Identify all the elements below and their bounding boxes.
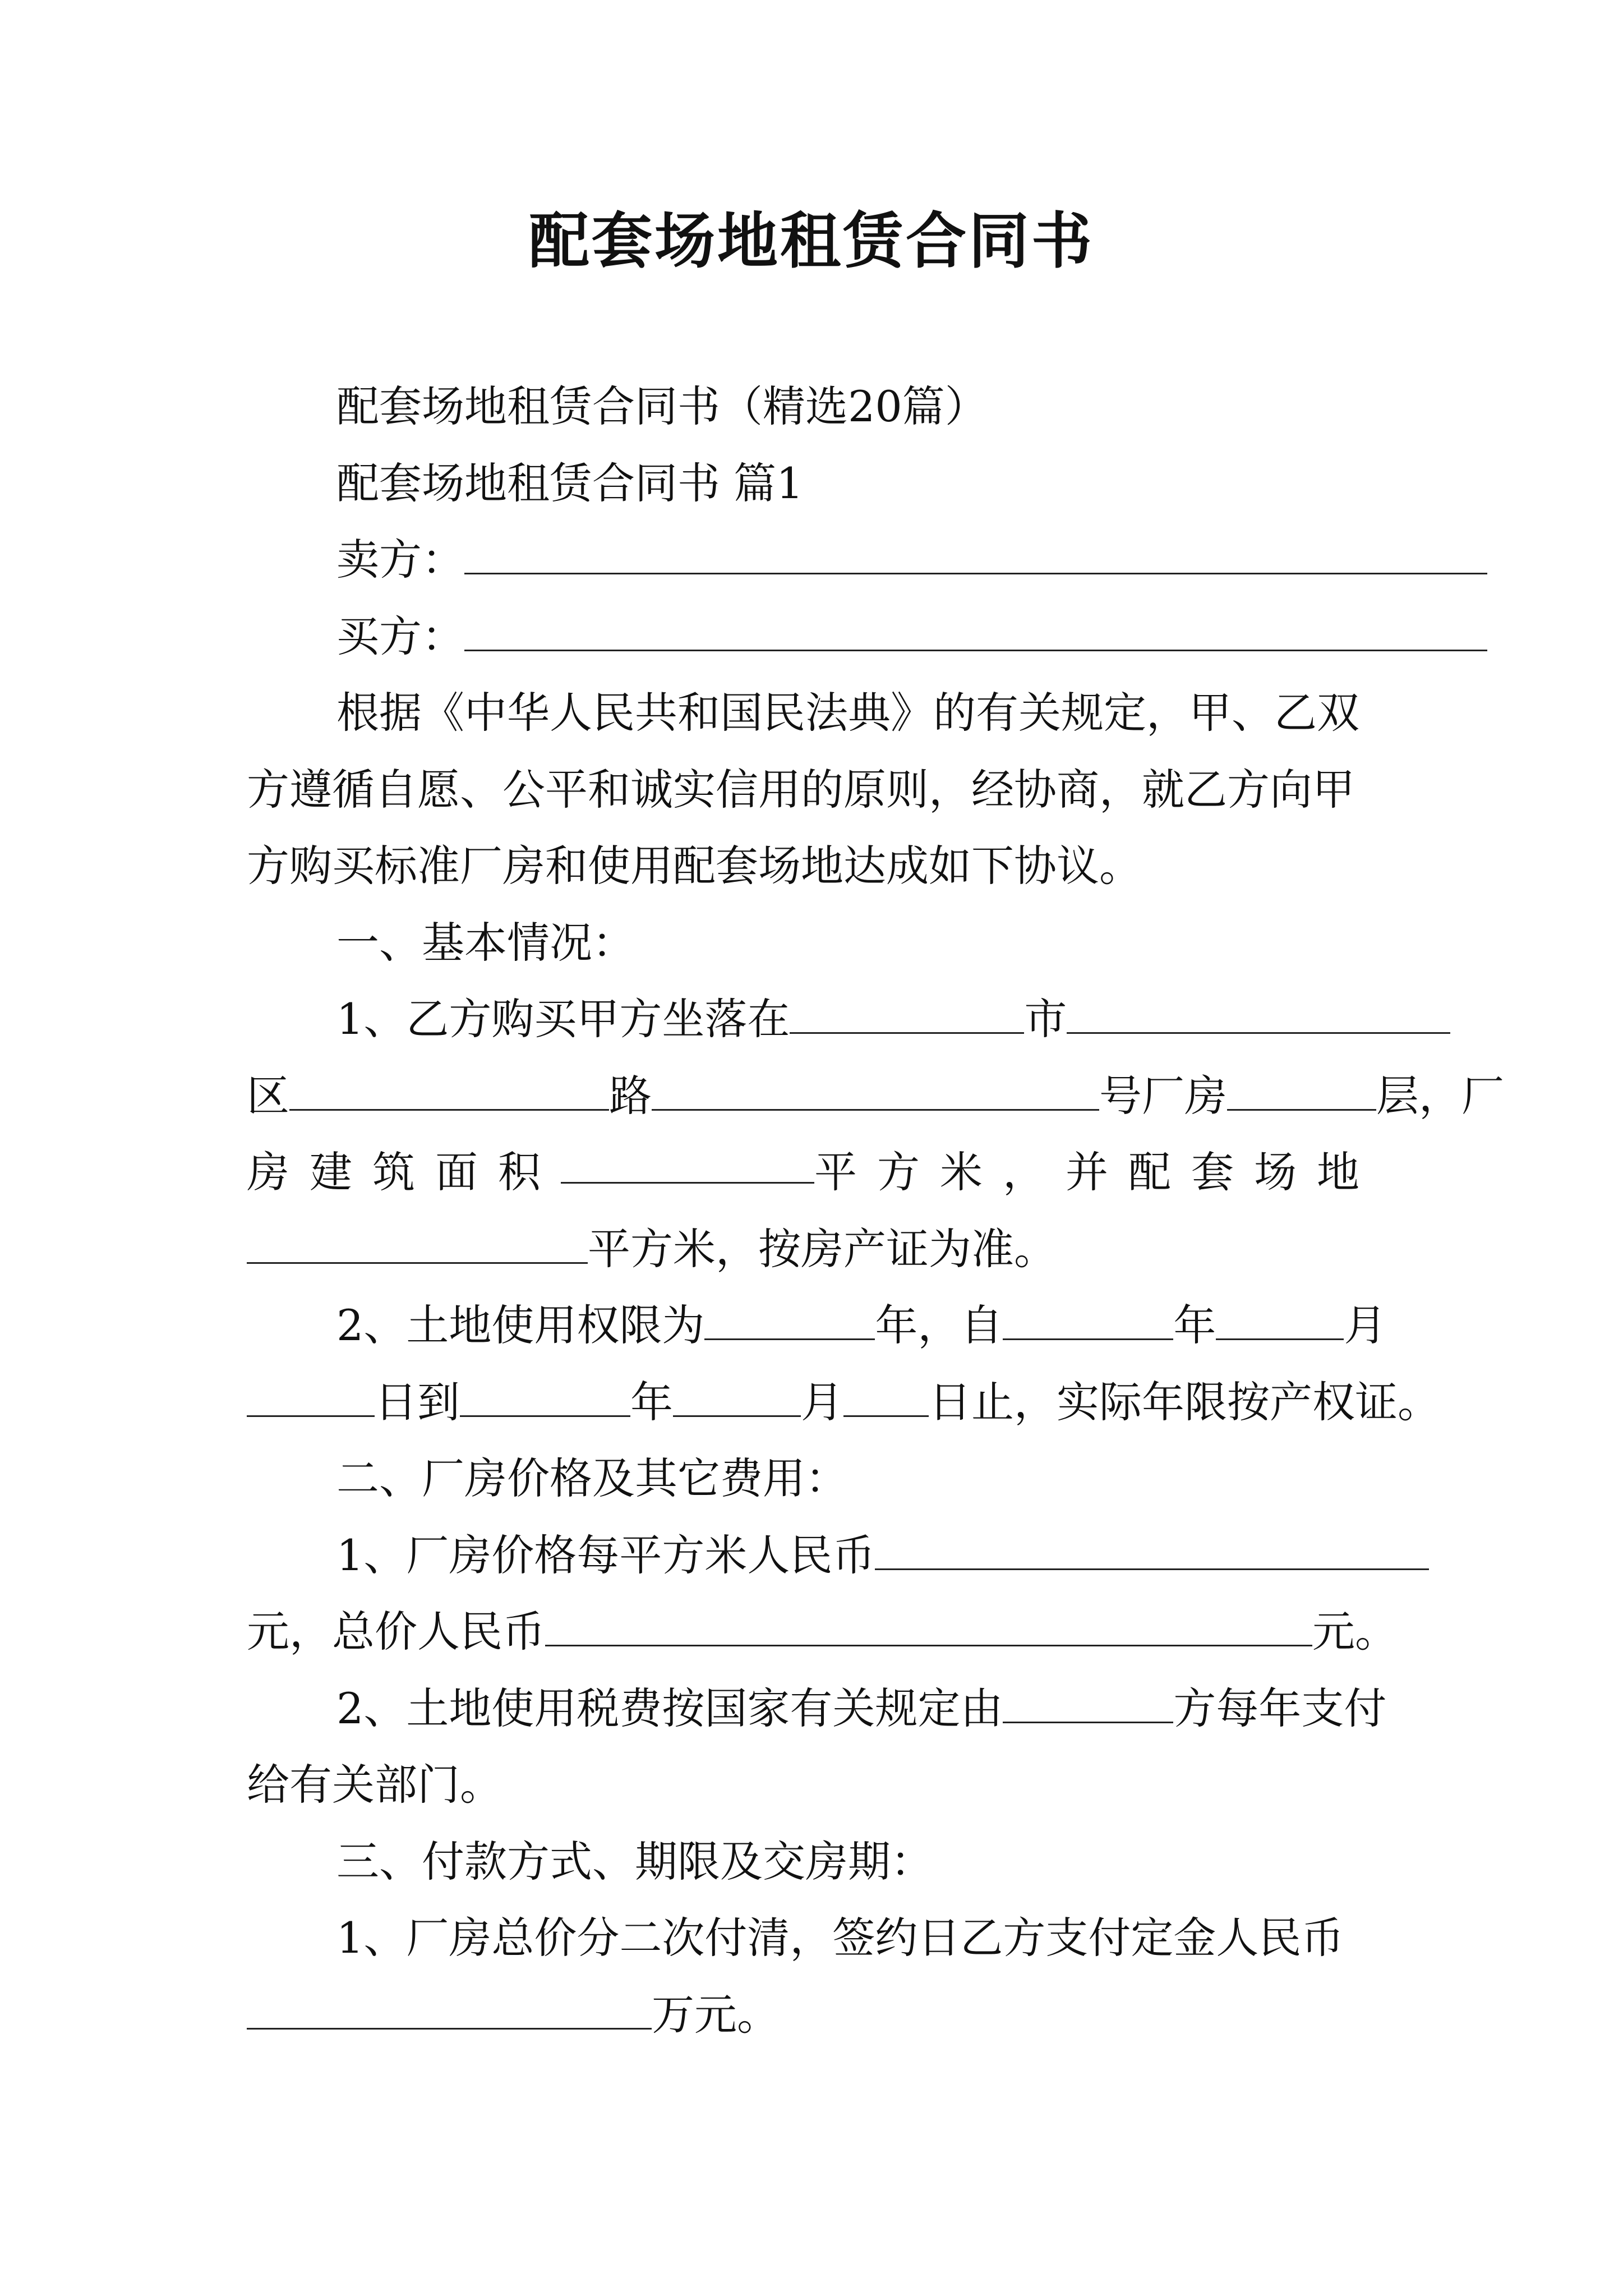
fill-in-blank [247,1987,652,2030]
line-text: 元，总价人民币 [247,1607,545,1657]
line-text: 年 [630,1377,673,1427]
fill-in-blank [652,1069,1099,1111]
fill-in-blank [464,532,1487,574]
line-text: 一、基本情况： [336,917,635,968]
line-content [247,1065,1504,1127]
fill-in-blank [875,1528,1429,1570]
line-content [336,1448,848,1510]
fill-in-blank [673,1375,801,1417]
fill-in-blank [1067,992,1450,1034]
line-content [336,1831,933,1893]
line-content [336,1525,1429,1586]
line-text: 号厂房 [1099,1070,1227,1121]
line-content [336,529,1487,591]
line-text: 1、厂房总价分二次付清，签约日乙方支付定金人民币 [336,1913,1344,1963]
line-text: 市 [1024,994,1067,1044]
fill-in-blank [247,1222,588,1264]
line-text: 给有关部门。 [247,1760,502,1810]
line-content [336,682,1359,744]
line-text: 年 [1173,1300,1216,1350]
line-content [247,1142,1380,1203]
line-text: 二、厂房价格及其它费用： [336,1453,848,1503]
document-title: 配套场地租赁合同书 [528,206,1094,277]
line-text: 1、厂房价格每平方米人民币 [336,1530,875,1580]
fill-in-blank [289,1069,609,1111]
line-content [336,376,988,438]
fill-in-blank [790,992,1024,1034]
line-text: 万元。 [652,1989,780,2040]
line-content [247,1218,1057,1280]
line-content [336,912,635,974]
fill-in-blank [464,609,1487,651]
line-text: 方每年支付 [1173,1683,1387,1733]
fill-in-blank [247,1375,375,1417]
fill-in-blank [843,1375,929,1417]
line-text: 配套场地租赁合同书（精选20篇） [336,381,988,431]
line-content [336,606,1487,668]
line-content [336,1907,1344,1969]
line-text: 方购买标准厂房和使用配套场地达成如下协议。 [247,841,1142,891]
fill-in-blank [460,1375,630,1417]
fill-in-blank [1227,1069,1376,1111]
line-content [247,1601,1398,1663]
line-text: 月 [801,1377,843,1427]
line-text: 买方： [336,611,464,661]
line-text: 日止，实际年限按产权证。 [929,1377,1440,1427]
line-text: 卖方： [336,535,464,585]
line-content [247,759,1355,821]
line-content [247,835,1142,897]
line-text: 层，厂 [1376,1070,1504,1121]
fill-in-blank [1003,1298,1173,1340]
line-text: 根据《中华人民共和国民法典》的有关规定，甲、乙双 [336,688,1359,738]
fill-in-blank [1216,1298,1344,1340]
line-text: 年，自 [875,1300,1003,1350]
line-text: 1、乙方购买甲方坐落在 [336,994,790,1044]
line-content [247,1372,1440,1433]
line-text: 月 [1344,1300,1387,1350]
line-text: 元。 [1312,1607,1398,1657]
line-text: 平方米，按房产证为准。 [588,1223,1057,1274]
line-text: 2、土地使用税费按国家有关规定由 [336,1683,1003,1733]
fill-in-blank [1003,1681,1173,1723]
fill-in-blank [561,1142,814,1184]
line-text: 区 [247,1070,289,1121]
fill-in-blank [545,1604,1312,1646]
line-content [336,1678,1386,1740]
line-text: 方遵循自愿、公平和诚实信用的原则，经协商，就乙方向甲 [247,764,1355,815]
line-text: 三、付款方式、期限及交房期： [336,1836,933,1887]
line-content [336,1295,1386,1356]
line-content [336,453,804,514]
line-text: 房建筑面积 [247,1147,561,1197]
line-content [247,1754,502,1816]
line-content [247,1984,780,2046]
fill-in-blank [704,1298,875,1340]
line-text: 日到 [375,1377,460,1427]
line-content [336,988,1450,1050]
line-text: 路 [609,1070,652,1121]
line-text: 平方米，并配套场地 [814,1147,1380,1197]
line-text: 配套场地租赁合同书 篇1 [336,458,804,508]
line-text: 2、土地使用权限为 [336,1300,705,1350]
